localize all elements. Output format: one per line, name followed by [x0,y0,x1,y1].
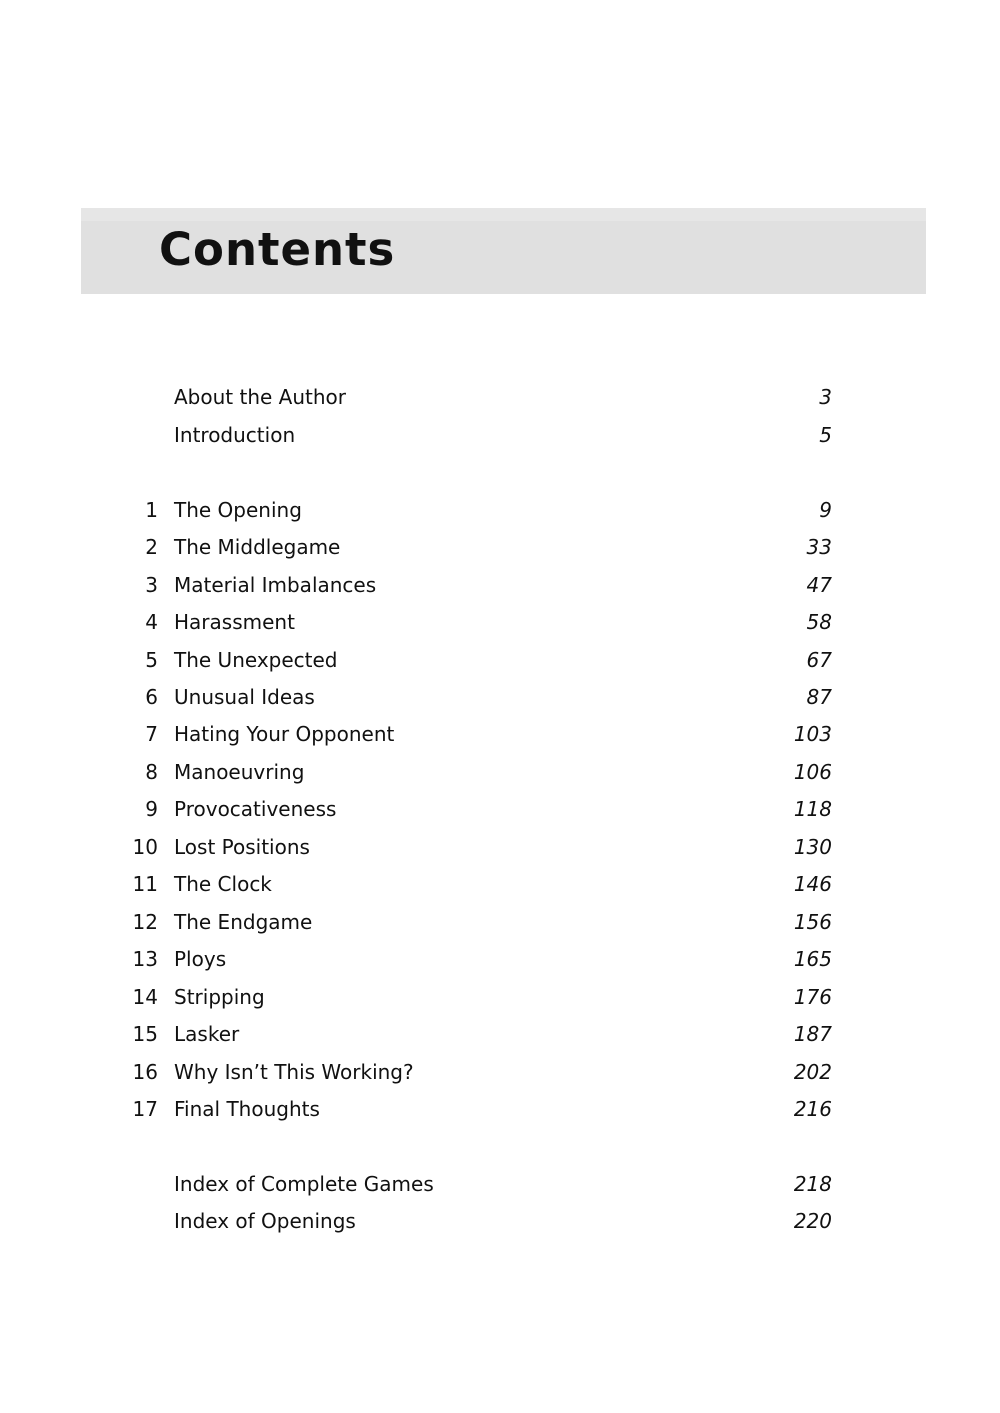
toc-entry [0,1169,1000,1199]
toc-entry [0,757,1000,787]
toc-entry-title: The Endgame [174,910,313,934]
toc-entry [0,944,1000,974]
toc-entry-title: Provocativeness [174,797,337,821]
toc-entry-number: 7 [145,722,158,746]
toc-entry-number: 15 [132,1022,158,1046]
toc-entry-page: 3 [819,385,832,409]
toc-entry [0,532,1000,562]
toc-entry-page: 202 [793,1060,832,1084]
toc-entry-page: 220 [793,1209,832,1233]
toc-entry-page: 5 [819,423,832,447]
toc-entry-number: 9 [145,797,158,821]
toc-entry-number: 2 [145,535,158,559]
toc-entry-title: Material Imbalances [174,573,377,597]
toc-entry [0,719,1000,749]
toc-entry-page: 9 [819,498,832,522]
toc-entry-title: The Middlegame [174,535,341,559]
toc-entry [0,645,1000,675]
toc-entry [0,869,1000,899]
toc-entry [0,495,1000,525]
toc-entry-page: 165 [793,947,832,971]
toc-entry [0,382,1000,412]
toc-entry [0,907,1000,937]
toc-entry-title: Ploys [174,947,227,971]
toc-entry [0,1057,1000,1087]
toc-entry-title: The Opening [174,498,302,522]
toc-entry-title: Introduction [174,423,296,447]
toc-entry [0,570,1000,600]
toc-entry-page: 103 [793,722,832,746]
toc-entry-page: 106 [793,760,832,784]
toc-entry-title: The Clock [174,872,272,896]
toc-entry-title: Harassment [174,610,295,634]
toc-entry [0,420,1000,450]
toc-entry-title: Why Isn’t This Working? [174,1060,414,1084]
toc-entry-title: Index of Openings [174,1209,356,1233]
toc-entry-page: 87 [806,685,832,709]
toc-entry-title: The Unexpected [174,648,338,672]
toc-entry [0,982,1000,1012]
toc-entry-page: 58 [806,610,832,634]
toc-entry-page: 33 [806,535,832,559]
toc-entry-page: 67 [806,648,832,672]
toc-entry [0,832,1000,862]
toc-entry-page: 218 [793,1172,832,1196]
toc-entry-number: 10 [132,835,158,859]
toc-entry-number: 8 [145,760,158,784]
toc-entry-title: Hating Your Opponent [174,722,395,746]
toc-entry-number: 11 [132,872,158,896]
toc-entry-number: 13 [132,947,158,971]
toc-entry-title: About the Author [174,385,347,409]
toc-entry-number: 4 [145,610,158,634]
toc-entry-number: 14 [132,985,158,1009]
title-band [81,208,926,294]
toc-entry [0,607,1000,637]
toc-entry-page: 130 [793,835,832,859]
toc-entry [0,682,1000,712]
toc-entry-page: 216 [793,1097,832,1121]
toc-entry-page: 47 [806,573,832,597]
toc-entry-title: Unusual Ideas [174,685,315,709]
toc-entry-number: 6 [145,685,158,709]
toc-entry-page: 187 [793,1022,832,1046]
toc-entry-page: 156 [793,910,832,934]
toc-entry [0,794,1000,824]
toc-entry [0,1019,1000,1049]
toc-entry-title: Stripping [174,985,265,1009]
toc-entry-number: 16 [132,1060,158,1084]
toc-entry [0,1206,1000,1236]
toc-entry-title: Lost Positions [174,835,310,859]
toc-entry-title: Manoeuvring [174,760,305,784]
toc-entry [0,1094,1000,1124]
toc-entry-number: 3 [145,573,158,597]
toc-entry-number: 17 [132,1097,158,1121]
toc-entry-title: Index of Complete Games [174,1172,434,1196]
page-title: Contents [159,223,396,276]
toc-entry-page: 146 [793,872,832,896]
toc-entry-page: 118 [793,797,832,821]
toc-entry-number: 12 [132,910,158,934]
toc-entry-title: Lasker [174,1022,240,1046]
toc-entry-title: Final Thoughts [174,1097,320,1121]
toc-entry-page: 176 [793,985,832,1009]
toc-entry-number: 1 [145,498,158,522]
toc-entry-number: 5 [145,648,158,672]
